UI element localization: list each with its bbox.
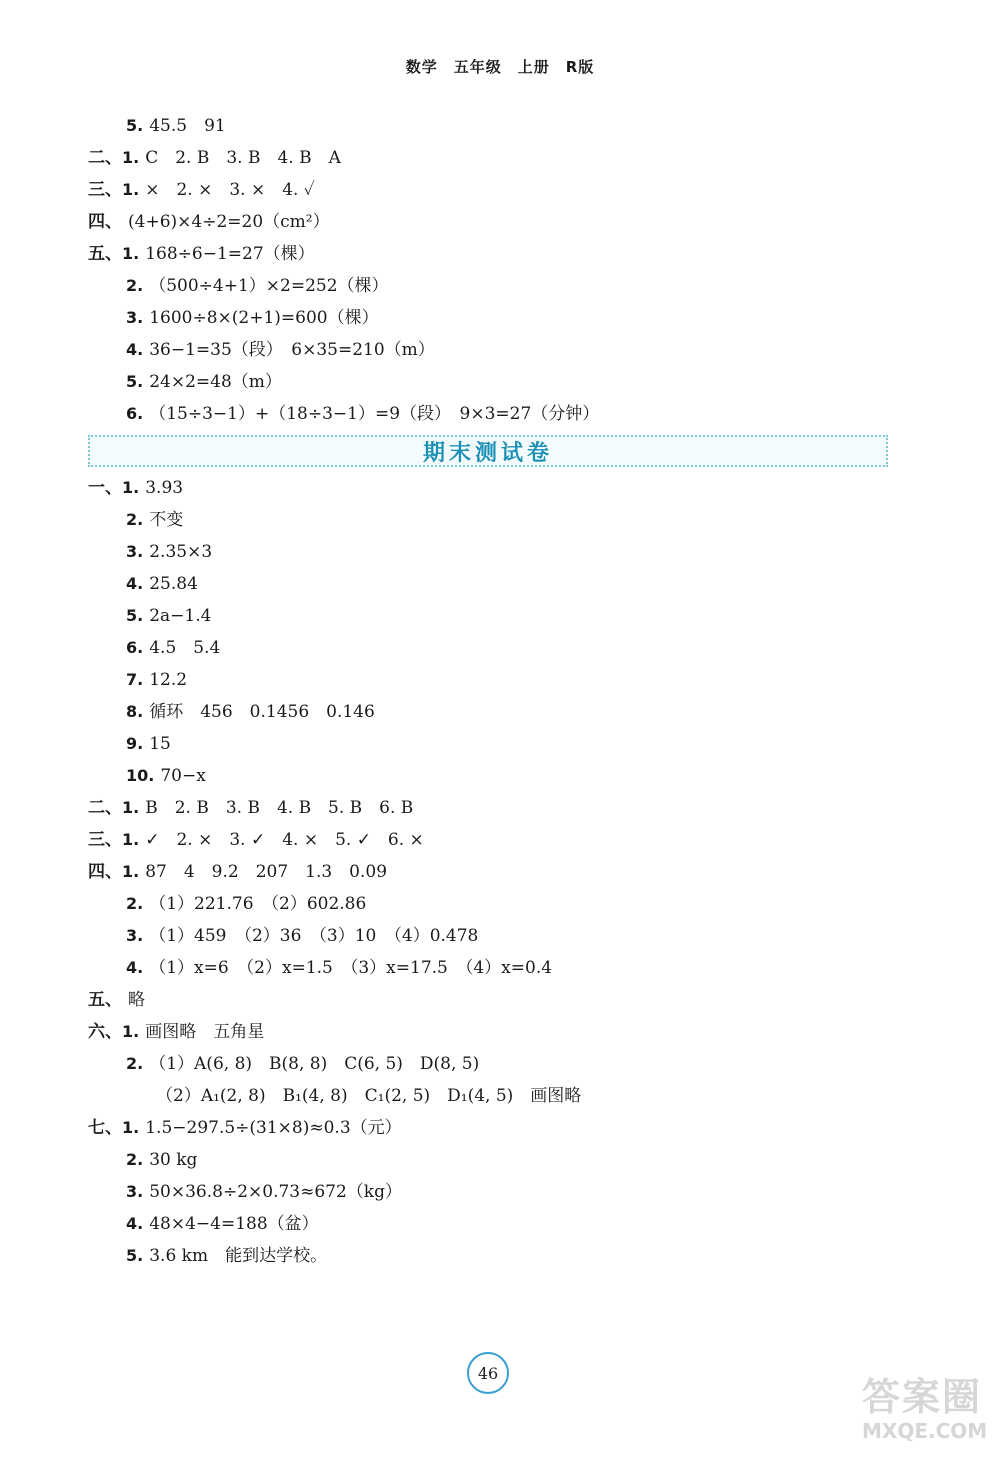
answer-line: 二、1. B 2. B 3. B 4. B 5. B 6. B [88,798,414,818]
answer-line: 3. 50×36.8÷2×0.73≈672（kg） [126,1182,402,1202]
answer-line: 6. 4.5 5.4 [126,638,221,658]
watermark-line1: 答案圈 [862,1375,983,1419]
answer-line: 四、1. 87 4 9.2 207 1.3 0.09 [88,862,388,882]
answer-line: 五、1. 168÷6−1=27（棵） [88,244,315,264]
answer-line: 4. 36−1=35（段） 6×35=210（m） [126,340,435,360]
answer-line: 5. 45.5 91 [126,116,226,136]
answer-line: 七、1. 1.5−297.5÷(31×8)≈0.3（元） [88,1118,402,1138]
answer-line: 2. 不变 [126,510,184,530]
answer-line: 三、1. ✓ 2. × 3. ✓ 4. × 5. ✓ 6. × [88,830,424,850]
answer-line: 2. （500÷4+1）×2=252（棵） [126,276,389,296]
answer-line: 4. （1）x=6 （2）x=1.5 （3）x=17.5 （4）x=0.4 [126,958,553,978]
answer-line: 7. 12.2 [126,670,188,690]
page-header: 数学 五年级 上册 R版 [405,58,595,76]
answer-line: 5. 3.6 km 能到达学校。 [126,1246,328,1266]
answer-line: 六、1. 画图略 五角星 [88,1022,265,1042]
answer-line: 3. 1600÷8×(2+1)=600（棵） [126,308,379,328]
answer-line: 四、 (4+6)×4÷2=20（cm²） [88,212,330,232]
answer-line: （2）A₁(2, 8) B₁(4, 8) C₁(2, 5) D₁(4, 5) 画图略 [156,1086,582,1106]
answer-line: 4. 48×4−4=188（盆） [126,1214,319,1234]
answer-line: 5. 24×2=48（m） [126,372,282,392]
answer-line: 8. 循环 456 0.1456 0.146 [126,702,375,722]
answer-line: 5. 2a−1.4 [126,606,212,626]
answer-line: 2. （1）221.76 （2）602.86 [126,894,367,914]
answer-line: 3. （1）459 （2）36 （3）10 （4）0.478 [126,926,479,946]
answer-line: 9. 15 [126,734,171,754]
answer-line: 3. 2.35×3 [126,542,213,562]
answer-line: 二、1. C 2. B 3. B 4. B A [88,148,341,168]
answer-line: 2. 30 kg [126,1150,198,1170]
watermark-logo [862,1375,988,1445]
watermark-line2: MXQE.COM [862,1419,988,1443]
answer-line: 三、1. × 2. × 3. × 4. ✓ [88,180,315,200]
answer-line: 4. 25.84 [126,574,198,594]
section-title: 期末测试卷 [422,440,553,466]
page-number: 46 [467,1352,509,1394]
section-banner [88,435,888,467]
answer-line: 一、1. 3.93 [88,478,184,498]
answer-line: 2. （1）A(6, 8) B(8, 8) C(6, 5) D(8, 5) [126,1054,480,1074]
answer-line: 五、 略 [88,990,145,1010]
answer-line: 6. （15÷3−1）+（18÷3−1）=9（段） 9×3=27（分钟） [126,404,600,424]
answer-line: 10. 70−x [126,766,206,786]
